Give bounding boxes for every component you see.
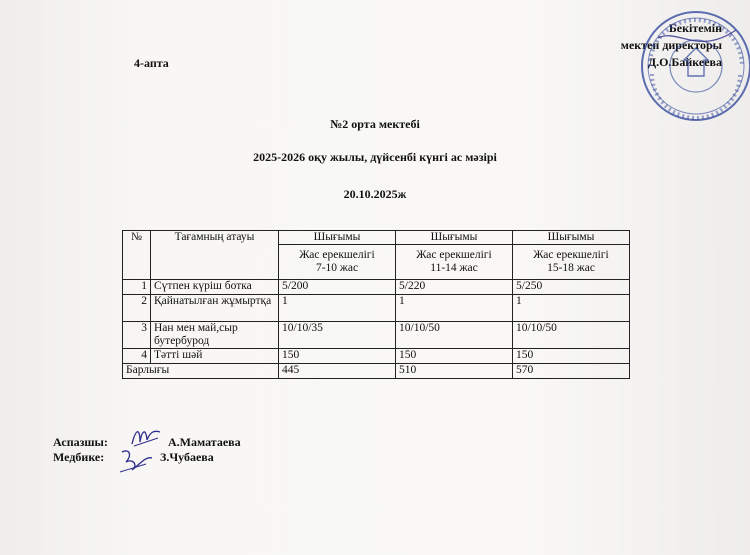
age-range: 15-18 жас	[547, 262, 595, 274]
value-age-3: 150	[513, 349, 630, 364]
total-age-2: 510	[396, 364, 513, 379]
value-age-1: 5/200	[279, 280, 396, 295]
dish-name: Сүтпен күріш ботка	[151, 280, 279, 295]
header-age-1	[279, 245, 396, 280]
cook-name: А.Маматаева	[168, 435, 241, 449]
menu-title: 2025-2026 оқу жылы, дүйсенбі күнгі ас мәзірі	[253, 150, 497, 164]
approval-line-1: Бекітемін	[668, 21, 722, 35]
value-age-2: 150	[396, 349, 513, 364]
header-age-3	[513, 245, 630, 280]
menu-table	[122, 230, 630, 379]
header-output-2: Шығымы	[396, 231, 513, 245]
header-output-1: Шығымы	[279, 231, 396, 245]
total-age-3: 570	[513, 364, 630, 379]
value-age-2: 1	[396, 295, 513, 322]
value-age-2: 5/220	[396, 280, 513, 295]
row-number: 4	[123, 349, 151, 364]
header-output-3: Шығымы	[513, 231, 630, 245]
age-prefix: Жас ерекшелігі	[533, 249, 609, 261]
table-row	[123, 322, 630, 349]
value-age-2: 10/10/50	[396, 322, 513, 349]
age-range: 7-10 жас	[315, 262, 359, 274]
row-number: 2	[123, 295, 151, 322]
nurse-name: З.Чубаева	[160, 450, 214, 464]
row-number: 3	[123, 322, 151, 349]
cook-role: Аспазшы:	[53, 435, 108, 449]
table-row	[123, 280, 630, 295]
dish-name: Қайнатылған жұмыртқа	[151, 295, 279, 322]
table-header-row	[123, 231, 630, 245]
dish-name: Нан мен май,сыр бутербурод	[151, 322, 279, 349]
week-label: 4-апта	[134, 56, 169, 70]
value-age-3: 1	[513, 295, 630, 322]
header-dish-name: Тағамның атауы	[151, 231, 279, 280]
approval-line-3: Д.О.Байкеева	[647, 55, 722, 69]
table-row	[123, 349, 630, 364]
menu-date: 20.10.2025ж	[343, 187, 407, 201]
total-age-1: 445	[279, 364, 396, 379]
dish-name: Тәтті шәй	[151, 349, 279, 364]
approval-line-2: мектеп директоры	[620, 38, 722, 52]
nurse-signature-icon	[116, 446, 156, 474]
value-age-1: 10/10/35	[279, 322, 396, 349]
total-label: Барлығы	[123, 364, 279, 379]
nurse-role: Медбике:	[53, 450, 105, 464]
value-age-3: 5/250	[513, 280, 630, 295]
age-prefix: Жас ерекшелігі	[416, 249, 492, 261]
value-age-3: 10/10/50	[513, 322, 630, 349]
row-number: 1	[123, 280, 151, 295]
header-number: №	[123, 231, 151, 280]
school-title: №2 орта мектебі	[330, 117, 420, 131]
table-total-row	[123, 364, 630, 379]
age-prefix: Жас ерекшелігі	[299, 249, 375, 261]
table-row	[123, 295, 630, 322]
school-stamp-icon	[638, 8, 750, 123]
value-age-1: 1	[279, 295, 396, 322]
value-age-1: 150	[279, 349, 396, 364]
age-range: 11-14 жас	[430, 262, 478, 274]
header-age-2	[396, 245, 513, 280]
